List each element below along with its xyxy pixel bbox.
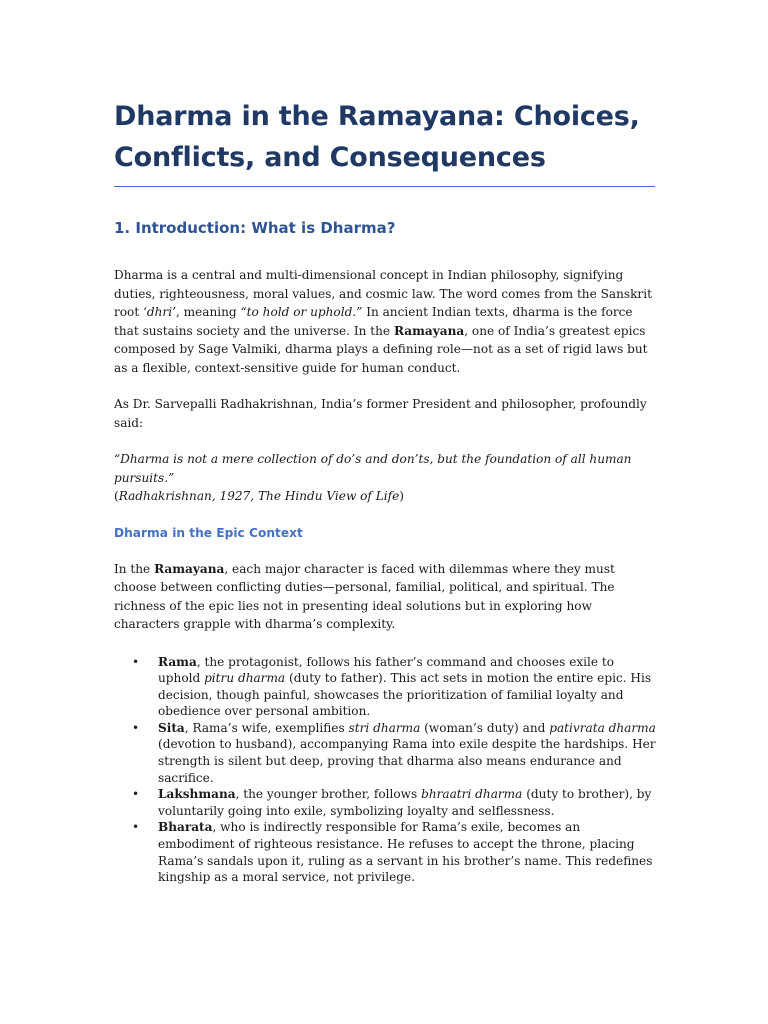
character-name: Bharata: [158, 820, 213, 835]
quote-citation: Radhakrishnan, 1927, The Hindu View of Life: [118, 489, 400, 503]
intro-text-2: , meaning: [175, 305, 241, 319]
epic-text-2: , each major character is faced with dilemmas where they must choose between conflicting duties—personal, familial, political, and spiritual. The richness of the epic lies not in presenting ideal solutions but in exploring how characters grapple with dharma’s complexity.: [114, 561, 615, 631]
epic-ramayana: Ramayana: [154, 561, 225, 576]
list-text: , the younger brother, follows: [235, 787, 422, 802]
list-text: (duty to brother), by voluntarily going into exile, symbolizing loyalty and selflessness.: [158, 787, 652, 818]
citation-close: ): [399, 489, 404, 503]
list-term: stri dharma: [348, 720, 421, 735]
list-text: , Rama’s wife, exemplifies: [184, 720, 349, 735]
title-line-1: Dharma in the Ramayana: Choices,: [114, 101, 640, 132]
intro-text-1: Dharma is a central and multi-dimensional concept in Indian philosophy, signifying duties, righteousness, moral values, and cosmic law. The word comes from the Sanskrit root: [114, 268, 652, 319]
intro-meaning: “to hold or uphold.”: [240, 305, 363, 319]
bullet-icon: •: [132, 820, 140, 835]
title-underline: [114, 186, 655, 187]
list-text: , who is indirectly responsible for Rama’s exile, becomes an embodiment of righteous resistance. He refuses to accept the throne, placing Rama’s sandals upon it, ruling as a servant in his brother’s name. This redefines kingship as a moral service, not privilege.: [158, 820, 653, 885]
radhakrishnan-intro: As Dr. Sarvepalli Radhakrishnan, India’s former President and philosopher, profoundly said:: [114, 397, 647, 430]
character-name: Rama: [158, 654, 197, 669]
list-text: (devotion to husband), accompanying Rama into exile despite the hardships. Her strength is silent but deep, proving that dharma also means endurance and sacrifice.: [158, 737, 656, 785]
document-page: [114, 96, 656, 886]
list-text: (woman’s duty) and: [420, 720, 550, 735]
intro-paragraph: [114, 266, 656, 377]
character-list: [114, 654, 656, 886]
title-line-2: Conflicts, and Consequences: [114, 142, 546, 173]
intro-ramayana: Ramayana: [393, 323, 465, 338]
intro-root-word: ‘dhri’: [143, 305, 176, 319]
character-name: Sita: [158, 720, 185, 735]
quote-text: “Dharma is not a mere collection of do’s and don’ts, but the foundation of all human pursuits.”: [114, 452, 632, 485]
epic-paragraph: [114, 560, 656, 634]
subheading-epic-context: Dharma in the Epic Context: [114, 525, 303, 540]
list-item-lakshmana: [114, 786, 656, 819]
list-item-sita: [114, 720, 656, 786]
character-name: Lakshmana: [158, 787, 236, 802]
list-text: (duty to father). This act sets in motion the entire epic. His decision, though painful, showcases the prioritization of familial loyalty and obedience over personal ambition.: [158, 671, 652, 719]
bullet-icon: •: [132, 787, 140, 802]
list-term: pativrata dharma: [549, 720, 656, 735]
list-text: , the protagonist, follows his father’s command and chooses exile to uphold: [158, 654, 615, 686]
list-term: bhraatri dharma: [421, 787, 523, 802]
intro-text-4: , one of India’s greatest epics composed by Sage Valmiki, dharma plays a defining role—not as a set of rigid laws but as a flexible, context-sensitive guide for human conduct.: [114, 323, 648, 375]
intro-text-3: In ancient Indian texts, dharma is the force that sustains society and the universe. In the: [114, 305, 633, 338]
list-item-bharata: [114, 819, 656, 885]
quote-paragraph: [114, 450, 656, 506]
document-title: [114, 96, 656, 178]
section-heading-introduction: 1. Introduction: What is Dharma?: [114, 219, 396, 237]
bullet-icon: •: [132, 654, 140, 669]
citation-open: (: [114, 489, 119, 503]
epic-text-1: In the: [114, 561, 155, 576]
bullet-icon: •: [132, 720, 140, 735]
list-term: pitru dharma: [204, 671, 286, 686]
list-item-rama: [114, 654, 656, 720]
